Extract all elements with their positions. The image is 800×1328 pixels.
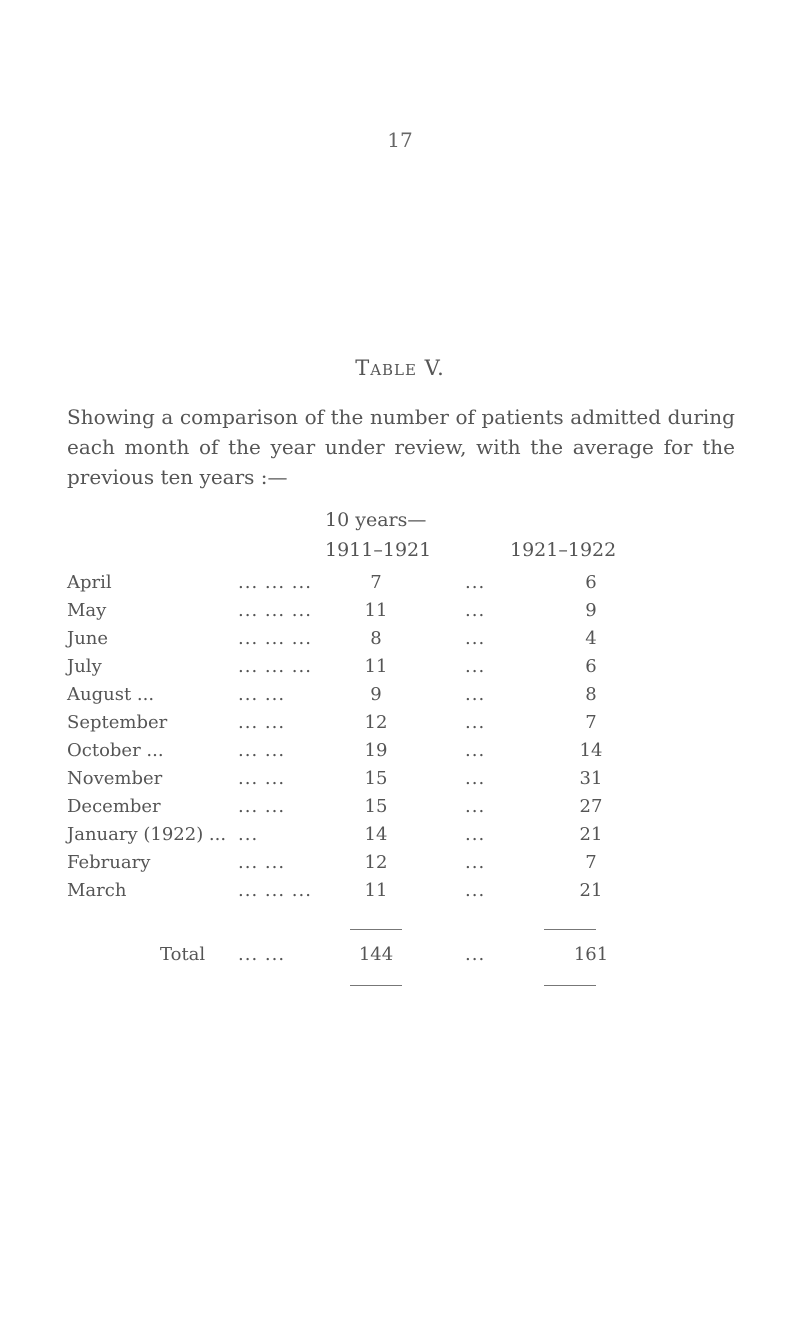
avg-value: 8 <box>370 628 382 649</box>
avg-value: 11 <box>364 656 388 677</box>
month-label: December <box>67 796 161 817</box>
table-row <box>0 572 800 602</box>
leader-dots: ... <box>465 768 486 789</box>
leader-dots: ... <box>465 572 486 593</box>
table-row <box>0 600 800 630</box>
table-row <box>0 796 800 826</box>
col1-header-line2: 1911–1921 <box>325 539 432 561</box>
table-intro: Showing a comparison of the number of patients admitted during each month of the year under review, with the average for the previous ten years :— <box>67 405 735 489</box>
leader-dots: ... <box>465 944 486 965</box>
leader-dots: ... <box>238 824 259 845</box>
month-label: August ... <box>67 684 155 705</box>
current-value: 21 <box>579 880 603 901</box>
month-label: November <box>67 768 163 789</box>
total-current-value: 161 <box>573 944 609 965</box>
avg-value: 7 <box>370 572 382 593</box>
table-row <box>0 628 800 658</box>
current-value: 31 <box>579 768 603 789</box>
avg-value: 14 <box>364 824 388 845</box>
current-value: 7 <box>585 712 597 733</box>
col2-header: 1921–1922 <box>510 539 617 561</box>
total-avg-value: 144 <box>358 944 394 965</box>
leader-dots: ... ... <box>238 796 286 817</box>
total-rule-bottom-col1 <box>350 985 402 986</box>
leader-dots: ... ... ... <box>238 572 312 593</box>
avg-value: 12 <box>364 852 388 873</box>
table-row <box>0 880 800 910</box>
leader-dots: ... <box>465 600 486 621</box>
avg-value: 9 <box>370 684 382 705</box>
table-row <box>0 684 800 714</box>
leader-dots: ... ... <box>238 712 286 733</box>
page-number: 17 <box>387 128 413 152</box>
current-value: 7 <box>585 852 597 873</box>
leader-dots: ... <box>465 712 486 733</box>
current-value: 14 <box>579 740 603 761</box>
current-value: 6 <box>585 656 597 677</box>
month-label: January (1922) ... <box>67 824 227 845</box>
table-row <box>0 852 800 882</box>
leader-dots: ... ... ... <box>238 656 312 677</box>
month-label: June <box>67 628 109 649</box>
current-value: 4 <box>585 628 597 649</box>
avg-value: 15 <box>364 796 388 817</box>
current-value: 6 <box>585 572 597 593</box>
current-value: 8 <box>585 684 597 705</box>
current-value: 21 <box>579 824 603 845</box>
total-label: Total <box>160 944 206 965</box>
leader-dots: ... <box>465 684 486 705</box>
leader-dots: ... <box>465 740 486 761</box>
table-row <box>0 740 800 770</box>
leader-dots: ... ... <box>238 684 286 705</box>
month-label: July <box>67 656 102 677</box>
total-rule-top-col1 <box>350 929 402 930</box>
month-label: May <box>67 600 107 621</box>
table-title: Table V. <box>355 356 445 380</box>
total-rule-top-col2 <box>544 929 596 930</box>
leader-dots: ... <box>465 880 486 901</box>
leader-dots: ... <box>465 656 486 677</box>
leader-dots: ... <box>465 852 486 873</box>
leader-dots: ... <box>465 796 486 817</box>
leader-dots: ... ... <box>238 740 286 761</box>
leader-dots: ... ... <box>238 944 286 965</box>
avg-value: 11 <box>364 880 388 901</box>
current-value: 9 <box>585 600 597 621</box>
leader-dots: ... ... <box>238 852 286 873</box>
avg-value: 11 <box>364 600 388 621</box>
table-row <box>0 824 800 854</box>
col1-header-line1: 10 years— <box>325 509 427 531</box>
current-value: 27 <box>579 796 603 817</box>
leader-dots: ... ... ... <box>238 880 312 901</box>
month-label: March <box>67 880 127 901</box>
month-label: April <box>67 572 112 593</box>
month-label: October ... <box>67 740 164 761</box>
month-label: September <box>67 712 168 733</box>
leader-dots: ... ... ... <box>238 628 312 649</box>
month-label: February <box>67 852 151 873</box>
total-row <box>0 944 800 974</box>
table-row <box>0 712 800 742</box>
avg-value: 12 <box>364 712 388 733</box>
leader-dots: ... <box>465 628 486 649</box>
table-row <box>0 656 800 686</box>
avg-value: 15 <box>364 768 388 789</box>
leader-dots: ... ... ... <box>238 600 312 621</box>
avg-value: 19 <box>364 740 388 761</box>
total-rule-bottom-col2 <box>544 985 596 986</box>
table-row <box>0 768 800 798</box>
leader-dots: ... <box>465 824 486 845</box>
leader-dots: ... ... <box>238 768 286 789</box>
